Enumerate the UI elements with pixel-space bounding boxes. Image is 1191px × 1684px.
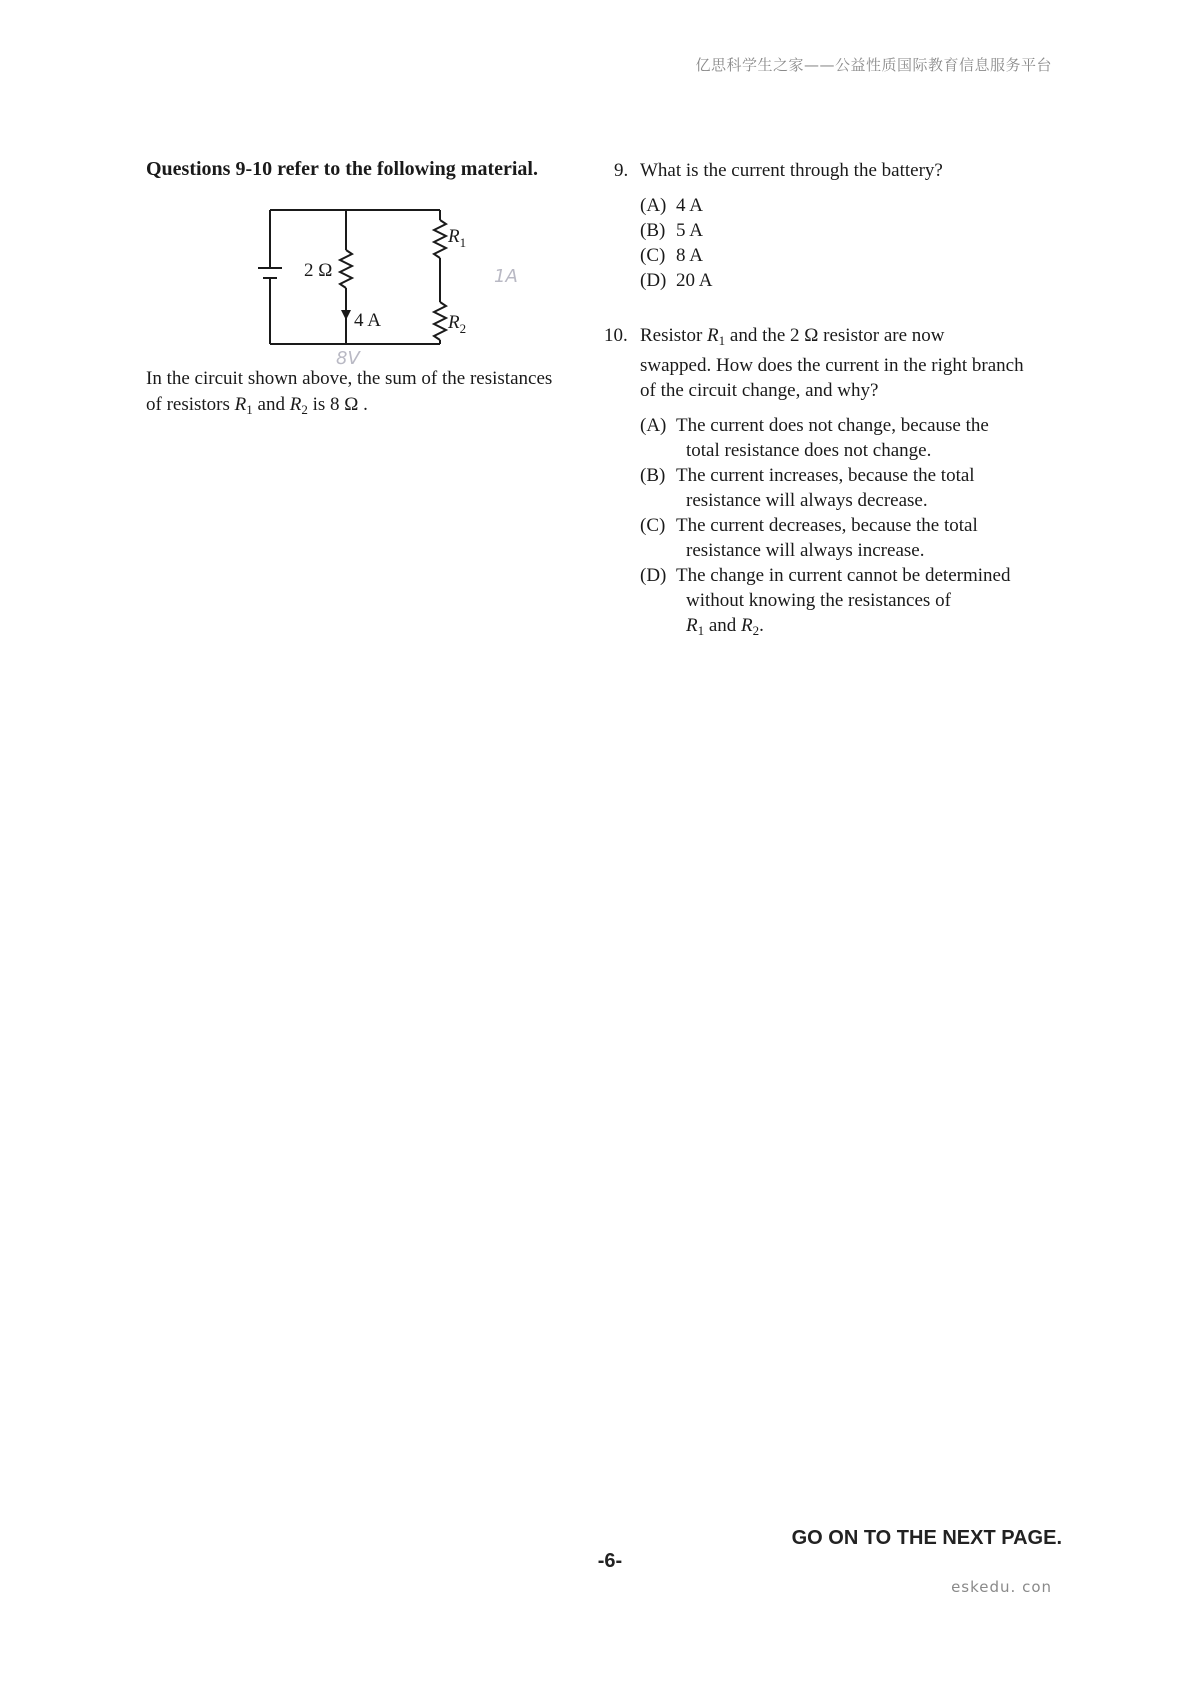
label-2ohm: 2 Ω bbox=[304, 260, 333, 281]
watermark-header: 亿思科学生之家——公益性质国际教育信息服务平台 bbox=[695, 56, 1052, 74]
pencil-note-1a: 1A bbox=[494, 266, 518, 287]
question-10 bbox=[604, 323, 1100, 643]
q10-choice-b[interactable]: (B) The current increases, because the total resistance will always decrease. bbox=[640, 465, 975, 511]
question-10-line-2: swapped. How does the current in the right branch bbox=[640, 355, 1024, 376]
q10-choice-c[interactable]: (C) The current decreases, because the total resistance will always increase. bbox=[640, 515, 978, 561]
label-r1: $R_1$ bbox=[448, 226, 467, 250]
var-r2: $R_2$ bbox=[289, 394, 308, 417]
circuit-diagram bbox=[250, 198, 520, 368]
questions-heading: Questions 9-10 refer to the following material. bbox=[146, 158, 538, 180]
var-r1: $R_1$ bbox=[707, 325, 726, 348]
q10-choice-d[interactable]: (D) The change in current cannot be determined without knowing the resistances of $R_1$ and $R_2$. bbox=[640, 565, 1011, 638]
resistor-r2 bbox=[434, 302, 446, 340]
q9-choice-a[interactable]: (A) 4 A bbox=[640, 195, 703, 216]
question-9-choices bbox=[640, 193, 1100, 293]
question-10-number: 10. bbox=[604, 325, 628, 346]
var-r1: $R_1$ bbox=[234, 394, 253, 417]
intro-line-2b: and bbox=[257, 394, 285, 415]
right-column bbox=[604, 158, 1100, 643]
question-9-text: What is the current through the battery? bbox=[640, 160, 943, 181]
intro-line-1: In the circuit shown above, the sum of the resistances bbox=[146, 368, 553, 389]
q9-choice-c[interactable]: (C) 8 A bbox=[640, 245, 703, 266]
go-on-next-page: GO ON TO THE NEXT PAGE. bbox=[791, 1527, 1062, 1549]
var-r2: $R_2$ bbox=[741, 615, 760, 638]
resistor-2ohm bbox=[340, 250, 352, 288]
question-10-choices bbox=[640, 413, 1100, 643]
q9-choice-b[interactable]: (B) 5 A bbox=[640, 220, 703, 241]
resistor-r1 bbox=[434, 220, 446, 258]
q9-choice-d[interactable]: (D) 20 A bbox=[640, 270, 713, 291]
question-9-number: 9. bbox=[614, 160, 629, 181]
label-4a: 4 A bbox=[354, 310, 381, 331]
material-intro bbox=[146, 366, 586, 423]
q10-choice-a[interactable]: (A) The current does not change, because the total resistance does not change. bbox=[640, 415, 989, 461]
watermark-footer: eskedu. con bbox=[951, 1578, 1052, 1596]
question-10-line-3: of the circuit change, and why? bbox=[640, 380, 879, 401]
left-column bbox=[146, 158, 586, 181]
question-9 bbox=[614, 158, 1100, 293]
current-arrow bbox=[341, 310, 351, 320]
pencil-note-8v: 8V bbox=[336, 348, 360, 368]
label-r2: $R_2$ bbox=[448, 312, 467, 336]
question-10-text-b: and the 2 Ω resistor are now bbox=[729, 325, 945, 346]
intro-line-2c: is 8 Ω . bbox=[312, 394, 368, 415]
intro-line-2a: of resistors bbox=[146, 394, 230, 415]
var-r1: $R_1$ bbox=[686, 615, 705, 638]
page-number: -6- bbox=[597, 1550, 623, 1572]
question-10-text-a: Resistor bbox=[640, 325, 703, 346]
